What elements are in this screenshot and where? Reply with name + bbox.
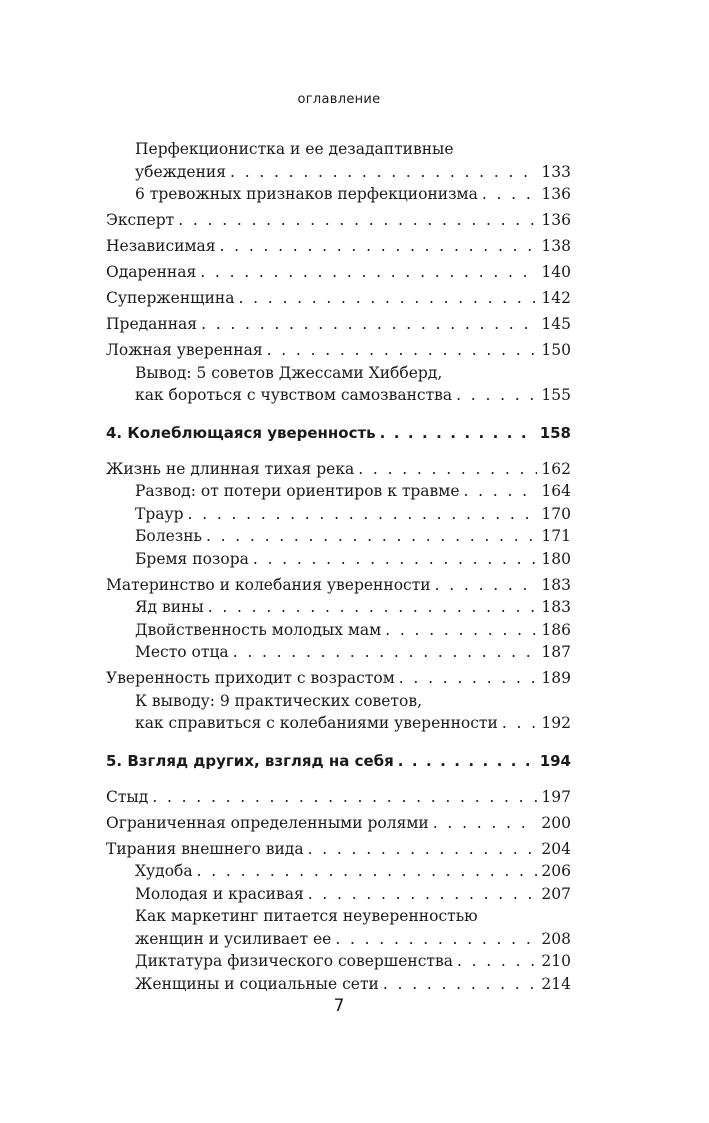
toc-entry[interactable] — [106, 161, 571, 184]
toc-entry-page: 170 — [541, 504, 571, 523]
toc-entry-page: 204 — [541, 839, 571, 858]
toc-entry[interactable] — [106, 905, 571, 928]
toc-chapter-title: 5. Взгляд других, взгляд на себя — [106, 751, 394, 770]
toc-entry-page: 183 — [541, 598, 571, 616]
toc-entry-title: Материнство и колебания уверенности — [106, 575, 431, 594]
toc-entry-page: 210 — [541, 952, 571, 970]
toc-entry-title: К выводу: 9 практических советов, — [135, 691, 422, 710]
toc-entry-title: Худоба — [135, 862, 193, 880]
toc-entry[interactable] — [106, 596, 571, 619]
toc-chapter-title: 4. Колеблющаяся уверенность — [106, 423, 376, 442]
toc-entry[interactable] — [106, 313, 571, 336]
toc-entry-page: 180 — [541, 549, 571, 568]
toc-entry-page: 136 — [541, 211, 571, 229]
dot-leader — [383, 973, 538, 996]
dot-leader — [385, 619, 537, 642]
toc-entry-title: как бороться с чувством самозванства — [135, 386, 453, 404]
dot-leader — [433, 812, 538, 835]
dot-leader — [335, 928, 537, 951]
toc-entry-title: Независимая — [106, 237, 216, 255]
running-head: оглавление — [297, 92, 381, 107]
dot-leader — [253, 548, 538, 571]
toc-entry[interactable] — [106, 973, 571, 996]
toc-entry-page: 183 — [541, 575, 571, 594]
toc-entry[interactable] — [106, 667, 571, 690]
toc-entry-title: Уверенность приходит с возрастом — [106, 669, 395, 687]
toc-entry-page: 208 — [541, 929, 571, 948]
toc-entry-title: Женщины и социальные сети — [135, 974, 379, 993]
toc-entry-title: Как маркетинг питается неуверенностью — [135, 907, 478, 925]
dot-leader — [230, 161, 537, 184]
dot-leader — [197, 860, 538, 883]
toc-entry-title: Преданная — [106, 315, 198, 333]
toc-entry[interactable] — [106, 812, 571, 835]
dot-leader — [399, 667, 538, 690]
toc-entry-title: Яд вины — [135, 598, 204, 616]
toc-entry-page: 200 — [541, 813, 571, 832]
toc-entry[interactable] — [106, 235, 571, 258]
dot-leader — [464, 480, 538, 503]
page-number: 7 — [333, 996, 345, 1016]
toc-entry-page: 138 — [541, 237, 571, 255]
dot-leader — [206, 525, 537, 548]
toc-entry[interactable] — [106, 525, 571, 548]
toc-entry-page: 145 — [541, 315, 571, 333]
dot-leader — [308, 838, 538, 861]
toc-entry[interactable] — [106, 209, 571, 232]
toc-entry-page: 155 — [541, 386, 571, 404]
toc-entry-title: Эксперт — [106, 211, 175, 229]
dot-leader — [435, 574, 538, 597]
toc-entry[interactable] — [106, 950, 571, 973]
toc-chapter-heading[interactable] — [106, 420, 571, 446]
toc-entry-page: 207 — [541, 884, 571, 903]
toc-entry-title: Жизнь не длинная тихая река — [106, 459, 355, 478]
dot-leader — [152, 786, 537, 809]
toc-entry-page: 197 — [541, 787, 571, 806]
toc-entry[interactable] — [106, 261, 571, 284]
dot-leader — [188, 503, 538, 526]
toc-chapter-page: 194 — [539, 751, 571, 770]
dot-leader — [201, 313, 537, 336]
toc-entry[interactable] — [106, 619, 571, 642]
toc-entry-title: как справиться с колебаниями уверенности — [135, 714, 498, 732]
dot-leader — [457, 950, 537, 973]
toc-entry[interactable] — [106, 458, 571, 481]
toc-entry[interactable] — [106, 641, 571, 664]
toc-entry-title: Вывод: 5 советов Джессами Хибберд, — [135, 363, 443, 382]
dot-leader — [380, 420, 536, 446]
toc-entry-title: Суперженщина — [106, 289, 235, 307]
toc-entry-title: Тирания внешнего вида — [106, 839, 304, 858]
toc-entry[interactable] — [106, 712, 571, 735]
toc-entry-title: Диктатура физического совершенства — [135, 952, 453, 970]
toc-entry-page: 136 — [541, 185, 571, 203]
toc-entry-title: убеждения — [135, 162, 227, 181]
toc-entry[interactable] — [106, 690, 571, 713]
toc-entry-title: Ложная уверенная — [106, 341, 263, 359]
dot-leader — [233, 641, 538, 664]
toc-entry-page: 171 — [541, 527, 571, 545]
toc-entry-title: Бремя позора — [135, 549, 249, 568]
toc-entry[interactable] — [106, 287, 571, 310]
dot-leader — [502, 712, 538, 735]
toc-entry[interactable] — [106, 838, 571, 861]
toc-entry-title: Развод: от потери ориентиров к травме — [135, 482, 460, 500]
toc-entry-page: 133 — [541, 162, 571, 181]
toc-entry-title: Молодая и красивая — [135, 884, 304, 903]
toc-entry[interactable] — [106, 503, 571, 526]
toc-entry-page: 206 — [541, 862, 571, 880]
dot-leader — [267, 339, 538, 362]
toc-entry-page: 142 — [541, 289, 571, 307]
toc-entry[interactable] — [106, 480, 571, 503]
toc-entry-title: Болезнь — [135, 527, 202, 545]
toc-entry[interactable] — [106, 183, 571, 206]
dot-leader — [220, 235, 538, 258]
toc-entry-title: Стыд — [106, 787, 149, 806]
toc-entry[interactable] — [106, 786, 571, 809]
dot-leader — [238, 287, 537, 310]
table-of-contents — [106, 138, 571, 995]
toc-entry-title: Траур — [135, 504, 184, 523]
toc-entry-title: женщин и усиливает ее — [135, 929, 332, 948]
toc-entry-page: 192 — [541, 714, 571, 732]
toc-entry-title: Перфекционистка и ее дезадаптивные — [135, 140, 454, 158]
toc-entry-page: 164 — [541, 482, 571, 500]
toc-entry-title: Место отца — [135, 643, 229, 661]
toc-entry[interactable] — [106, 548, 571, 571]
toc-entry[interactable] — [106, 362, 571, 385]
dot-leader — [398, 748, 536, 774]
dot-leader — [308, 883, 538, 906]
dot-leader — [456, 384, 537, 407]
toc-entry-title: Двойственность молодых мам — [135, 620, 382, 639]
toc-entry[interactable] — [106, 860, 571, 883]
dot-leader — [482, 183, 538, 206]
toc-entry-page: 162 — [541, 459, 571, 478]
toc-entry-page: 214 — [541, 974, 571, 993]
toc-entry-page: 189 — [541, 669, 571, 687]
toc-entry-page: 187 — [541, 643, 571, 661]
toc-entry[interactable] — [106, 138, 571, 161]
toc-entry[interactable] — [106, 339, 571, 362]
toc-entry-page: 186 — [541, 620, 571, 639]
dot-leader — [358, 458, 537, 481]
dot-leader — [178, 209, 537, 232]
toc-entry-title: 6 тревожных признаков перфекционизма — [135, 185, 478, 203]
toc-entry-page: 140 — [541, 263, 571, 281]
toc-entry-title: Одаренная — [106, 263, 197, 281]
toc-chapter-heading[interactable] — [106, 748, 571, 774]
toc-entry[interactable] — [106, 574, 571, 597]
dot-leader — [208, 596, 538, 619]
toc-entry-page: 150 — [541, 341, 571, 359]
toc-entry-title: Ограниченная определенными ролями — [106, 813, 429, 832]
toc-chapter-page: 158 — [539, 423, 571, 442]
toc-entry[interactable] — [106, 883, 571, 906]
dot-leader — [200, 261, 537, 284]
toc-entry[interactable] — [106, 384, 571, 407]
toc-entry[interactable] — [106, 928, 571, 951]
